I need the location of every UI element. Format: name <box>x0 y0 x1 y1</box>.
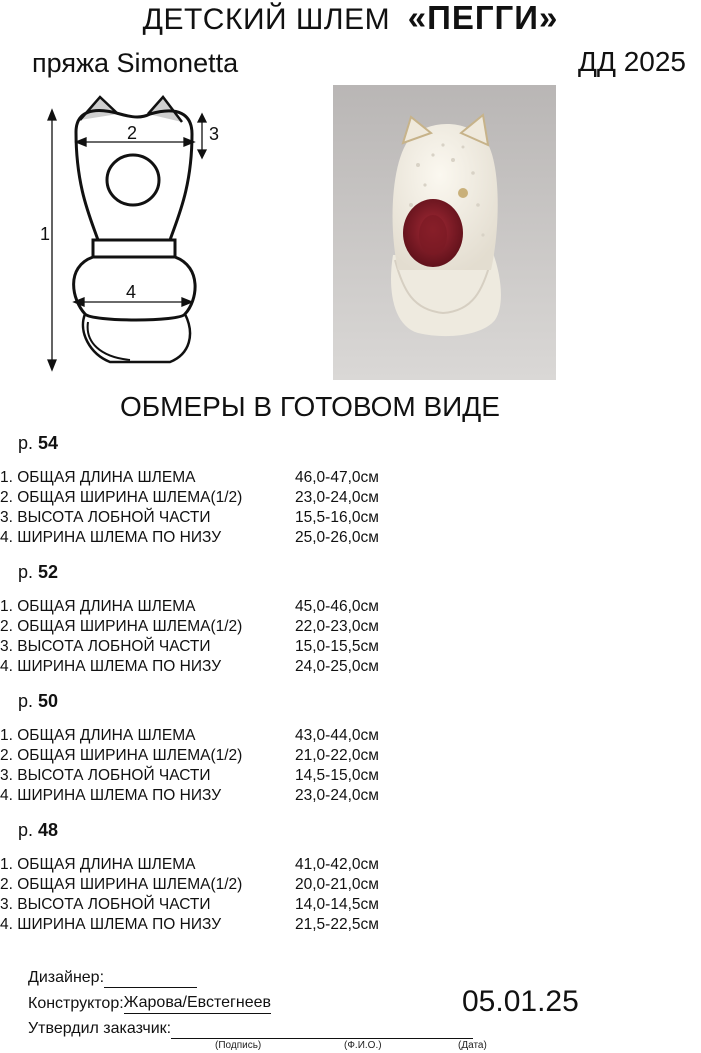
measurement-label: 4. ШИРИНА ШЛЕМА ПО НИЗУ <box>0 787 222 804</box>
measurement-value: 41,0-42,0см <box>295 856 379 873</box>
document-date: 05.01.25 <box>462 985 579 1018</box>
measurement-label: 3. ВЫСОТА ЛОБНОЙ ЧАСТИ <box>0 638 211 655</box>
size-heading <box>18 432 58 454</box>
title-prefix: ДЕТСКИЙ ШЛЕМ <box>142 3 391 36</box>
dim-label-4: 4 <box>126 282 137 302</box>
measurement-label: 1. ОБЩАЯ ДЛИНА ШЛЕМА <box>0 856 196 873</box>
dim-label-1: 1 <box>40 224 51 244</box>
size-number: 48 <box>38 820 59 840</box>
measurement-label: 1. ОБЩАЯ ДЛИНА ШЛЕМА <box>0 469 196 486</box>
measurement-value: 24,0-25,0см <box>295 658 379 675</box>
measurement-value: 15,0-15,5см <box>295 638 379 655</box>
hat-diagram <box>30 92 220 372</box>
dim-label-2: 2 <box>127 123 138 143</box>
size-prefix: р. <box>18 562 34 582</box>
measurement-value: 21,5-22,5см <box>295 916 379 933</box>
measurement-value: 45,0-46,0см <box>295 598 379 615</box>
product-photo <box>333 85 556 380</box>
measurement-label: 4. ШИРИНА ШЛЕМА ПО НИЗУ <box>0 916 222 933</box>
measurement-value: 25,0-26,0см <box>295 529 379 546</box>
measurement-value: 43,0-44,0см <box>295 727 379 744</box>
section-title: ОБМЕРЫ В ГОТОВОМ ВИДЕ <box>120 391 500 422</box>
designer-label: Дизайнер: <box>28 969 105 986</box>
size-prefix: р. <box>18 691 34 711</box>
measurement-label: 2. ОБЩАЯ ШИРИНА ШЛЕМА(1/2) <box>0 747 243 764</box>
measurement-label: 3. ВЫСОТА ЛОБНОЙ ЧАСТИ <box>0 767 211 784</box>
measurement-label: 2. ОБЩАЯ ШИРИНА ШЛЕМА(1/2) <box>0 489 243 506</box>
measurement-label: 2. ОБЩАЯ ШИРИНА ШЛЕМА(1/2) <box>0 618 243 635</box>
designer-line <box>28 968 197 988</box>
measurement-value: 22,0-23,0см <box>295 618 379 635</box>
approved-label: Утвердил заказчик: <box>28 1020 172 1037</box>
constructor-label: Конструктор: <box>28 995 124 1012</box>
size-number: 52 <box>38 562 59 582</box>
size-prefix: р. <box>18 820 34 840</box>
measurement-label: 1. ОБЩАЯ ДЛИНА ШЛЕМА <box>0 727 196 744</box>
designer-signature-line <box>104 969 197 988</box>
title-name: «ПЕГГИ» <box>407 0 559 36</box>
size-heading <box>18 690 58 712</box>
yarn-label: пряжа Simonetta <box>32 48 239 78</box>
name-caption: (Ф.И.О.) <box>344 1040 382 1051</box>
constructor-line <box>28 993 271 1014</box>
measurement-value: 46,0-47,0см <box>295 469 379 486</box>
dim-label-3: 3 <box>209 124 220 144</box>
date-caption: (Дата) <box>458 1040 487 1051</box>
measurement-value: 20,0-21,0см <box>295 876 379 893</box>
measurement-label: 4. ШИРИНА ШЛЕМА ПО НИЗУ <box>0 658 222 675</box>
size-number: 54 <box>38 433 59 453</box>
size-heading <box>18 819 58 841</box>
measurement-label: 4. ШИРИНА ШЛЕМА ПО НИЗУ <box>0 529 222 546</box>
measurement-label: 3. ВЫСОТА ЛОБНОЙ ЧАСТИ <box>0 509 211 526</box>
model-code: ДД 2025 <box>578 46 686 77</box>
approved-line <box>28 1019 473 1039</box>
measurement-label: 3. ВЫСОТА ЛОБНОЙ ЧАСТИ <box>0 896 211 913</box>
approved-signature-line <box>171 1020 473 1039</box>
sign-caption: (Подпись) <box>215 1040 262 1051</box>
measurement-value: 23,0-24,0см <box>295 787 379 804</box>
measurement-value: 14,0-14,5см <box>295 896 379 913</box>
size-number: 50 <box>38 691 59 711</box>
measurement-value: 21,0-22,0см <box>295 747 379 764</box>
measurement-value: 23,0-24,0см <box>295 489 379 506</box>
size-heading <box>18 561 58 583</box>
measurement-value: 15,5-16,0см <box>295 509 379 526</box>
size-prefix: р. <box>18 433 34 453</box>
page-title <box>0 0 701 38</box>
measurement-label: 2. ОБЩАЯ ШИРИНА ШЛЕМА(1/2) <box>0 876 243 893</box>
measurement-label: 1. ОБЩАЯ ДЛИНА ШЛЕМА <box>0 598 196 615</box>
constructor-value: Жарова/Евстегнеев <box>124 993 271 1014</box>
measurement-value: 14,5-15,0см <box>295 767 379 784</box>
